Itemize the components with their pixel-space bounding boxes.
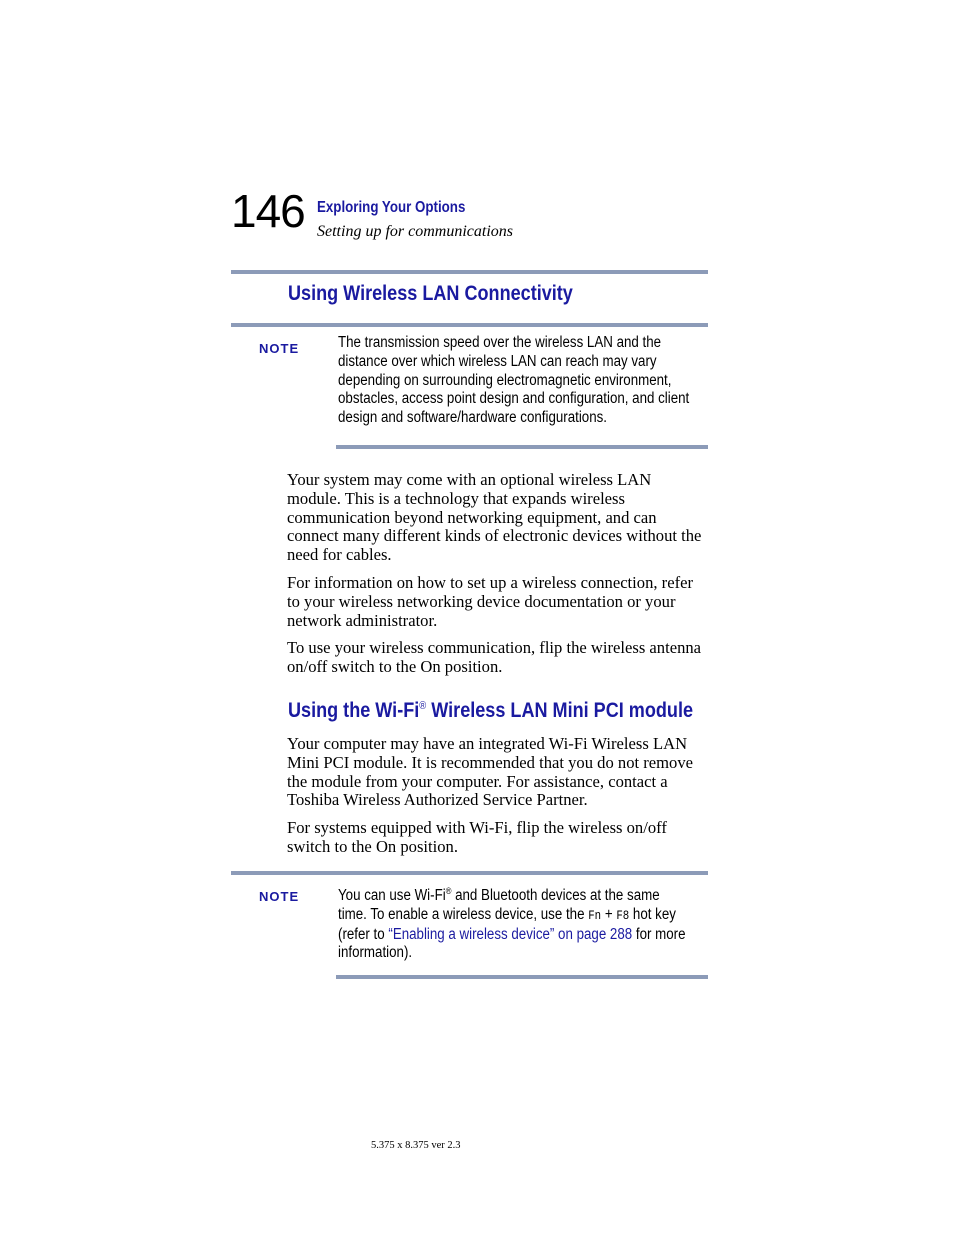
section-heading-wifi-module bbox=[288, 699, 693, 723]
cross-reference-link[interactable]: “Enabling a wireless device” on page 288 bbox=[388, 925, 633, 943]
body-paragraph: Your computer may have an integrated Wi-Fi Wireless LAN Mini PCI module. It is recommended that you do not remove the module from your computer. For assistance, contact a Toshiba Wireless Authorized Service Partner. bbox=[287, 734, 694, 810]
note-top-rule bbox=[231, 871, 708, 875]
body-section-2 bbox=[287, 735, 709, 866]
note-text bbox=[338, 334, 691, 428]
chapter-title: Exploring Your Options bbox=[317, 199, 466, 216]
section-bottom-rule bbox=[231, 323, 708, 327]
note-text-span: hot key (refer to bbox=[338, 905, 676, 943]
heading-text: Using the Wi-Fi bbox=[288, 699, 420, 722]
note-paragraph bbox=[338, 882, 691, 963]
registered-mark: ® bbox=[445, 886, 452, 896]
footer-version: 5.375 x 8.375 ver 2.3 bbox=[371, 1140, 461, 1151]
section-heading-wireless-lan: Using Wireless LAN Connectivity bbox=[288, 282, 573, 305]
note-text-span: + bbox=[601, 905, 617, 923]
body-paragraph: To use your wireless communication, flip the wireless antenna on/off switch to the On position. bbox=[287, 638, 702, 677]
note-label: NOTE bbox=[259, 341, 300, 356]
fn-key: Fn bbox=[588, 908, 602, 923]
page-number: 146 bbox=[231, 185, 305, 237]
note-text-span: for more information). bbox=[338, 925, 686, 962]
section-top-rule bbox=[231, 270, 708, 274]
section-subtitle: Setting up for communications bbox=[317, 223, 513, 240]
note-text-span: and Bluetooth devices at the same time. To enable a wireless device, use the bbox=[338, 887, 660, 923]
registered-mark: ® bbox=[419, 700, 427, 712]
body-section-1 bbox=[287, 471, 709, 686]
note-text-span: You can use Wi-Fi bbox=[338, 887, 446, 904]
body-paragraph: For information on how to set up a wireless connection, refer to your wireless networking device documentation or your network administrator. bbox=[287, 572, 693, 630]
body-paragraph: For systems equipped with Wi-Fi, flip the wireless on/off switch to the On position. bbox=[287, 818, 667, 856]
heading-text: Wireless LAN Mini PCI module bbox=[426, 699, 694, 722]
f8-key: F8 bbox=[616, 908, 630, 923]
note-text bbox=[338, 882, 691, 963]
note-bottom-rule bbox=[336, 445, 708, 449]
note-label: NOTE bbox=[259, 889, 300, 904]
note-paragraph: The transmission speed over the wireless LAN and the distance over which wireless LAN can reach may vary depending on surrounding electromagnetic environment, obstacles, access point design and configuration, and client design and software/hardware configurations. bbox=[338, 334, 690, 427]
note-bottom-rule bbox=[336, 975, 708, 979]
body-paragraph: Your system may come with an optional wireless LAN module. This is a technology that expands wireless communication beyond networking equipment, and can connect many different kinds of electronic devices without the need for cables. bbox=[287, 470, 702, 565]
